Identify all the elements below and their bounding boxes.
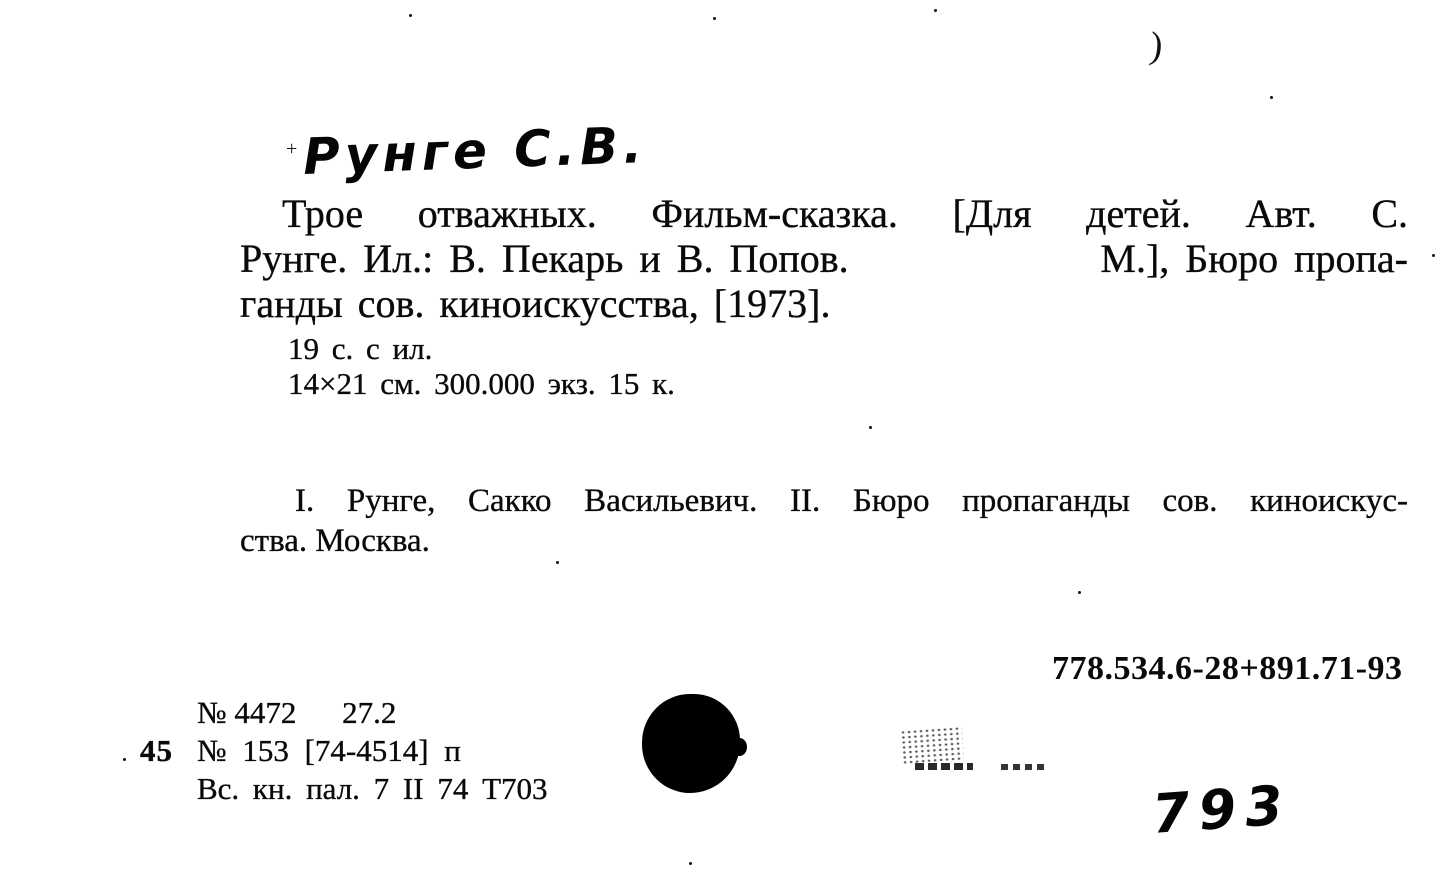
scan-artifact-plus: + — [286, 138, 298, 160]
classification-number: 778.534.6-28+891.71-93 — [1052, 650, 1403, 687]
scan-speck — [934, 9, 937, 12]
scan-speck — [689, 862, 692, 865]
scan-speck — [869, 426, 872, 429]
registry-footer — [140, 694, 548, 808]
scan-artifact-mark: ) — [1147, 24, 1165, 68]
collation-block — [288, 331, 675, 401]
ink-dot-stamp — [642, 694, 740, 793]
scan-speck — [1078, 591, 1081, 594]
smudge-speckle — [900, 726, 964, 764]
title-line-2 — [240, 236, 1408, 281]
tracings-line-2: ства. Москва. — [240, 523, 430, 559]
title-line-3: ганды сов. киноискусства, [1973]. — [240, 281, 831, 326]
title-line-1: Трое отважных. Фильм-сказка. [Для детей. Авт. С. — [282, 191, 1408, 236]
scan-speck — [1270, 96, 1273, 99]
tracings-block — [240, 481, 1408, 561]
smudge-line — [915, 763, 973, 770]
bibliographic-entry — [240, 191, 1408, 326]
tracings-line-1: I. Рунге, Сакко Васильевич. II. Бюро пропаганды сов. киноискус- — [295, 483, 1408, 519]
smudge-line — [1001, 764, 1047, 770]
title-line-2-left: Рунге. Ил.: В. Пекарь и В. Попов. — [240, 236, 849, 281]
scan-speck — [123, 758, 126, 761]
collation-pages: 19 с. с ил. — [288, 331, 433, 366]
scan-speck — [409, 14, 412, 17]
faded-stamp-smudge — [893, 726, 1058, 776]
collation-format-print-run: 14×21 см. 300.000 экз. 15 к. — [288, 366, 675, 401]
handwritten-shelf-number: 793 — [1149, 773, 1294, 846]
title-line-2-right: М.], Бюро пропа- — [1100, 236, 1408, 281]
registry-number: № 4472 — [197, 695, 297, 730]
registry-line-1 — [140, 694, 548, 732]
registry-index: 27.2 — [342, 695, 397, 730]
registry-prefix: 45 — [140, 733, 173, 768]
registry-line-2 — [140, 732, 548, 770]
scan-speck — [713, 17, 716, 20]
handwritten-author-annotation: Рунге С.В. — [302, 116, 648, 186]
scan-speck — [556, 561, 559, 564]
registry-entry-number: № 153 [74-4514] п — [197, 733, 461, 768]
registry-chamber-line: Вс. кн. пал. 7 II 74 Т703 — [197, 771, 548, 806]
scan-speck — [1432, 254, 1435, 257]
